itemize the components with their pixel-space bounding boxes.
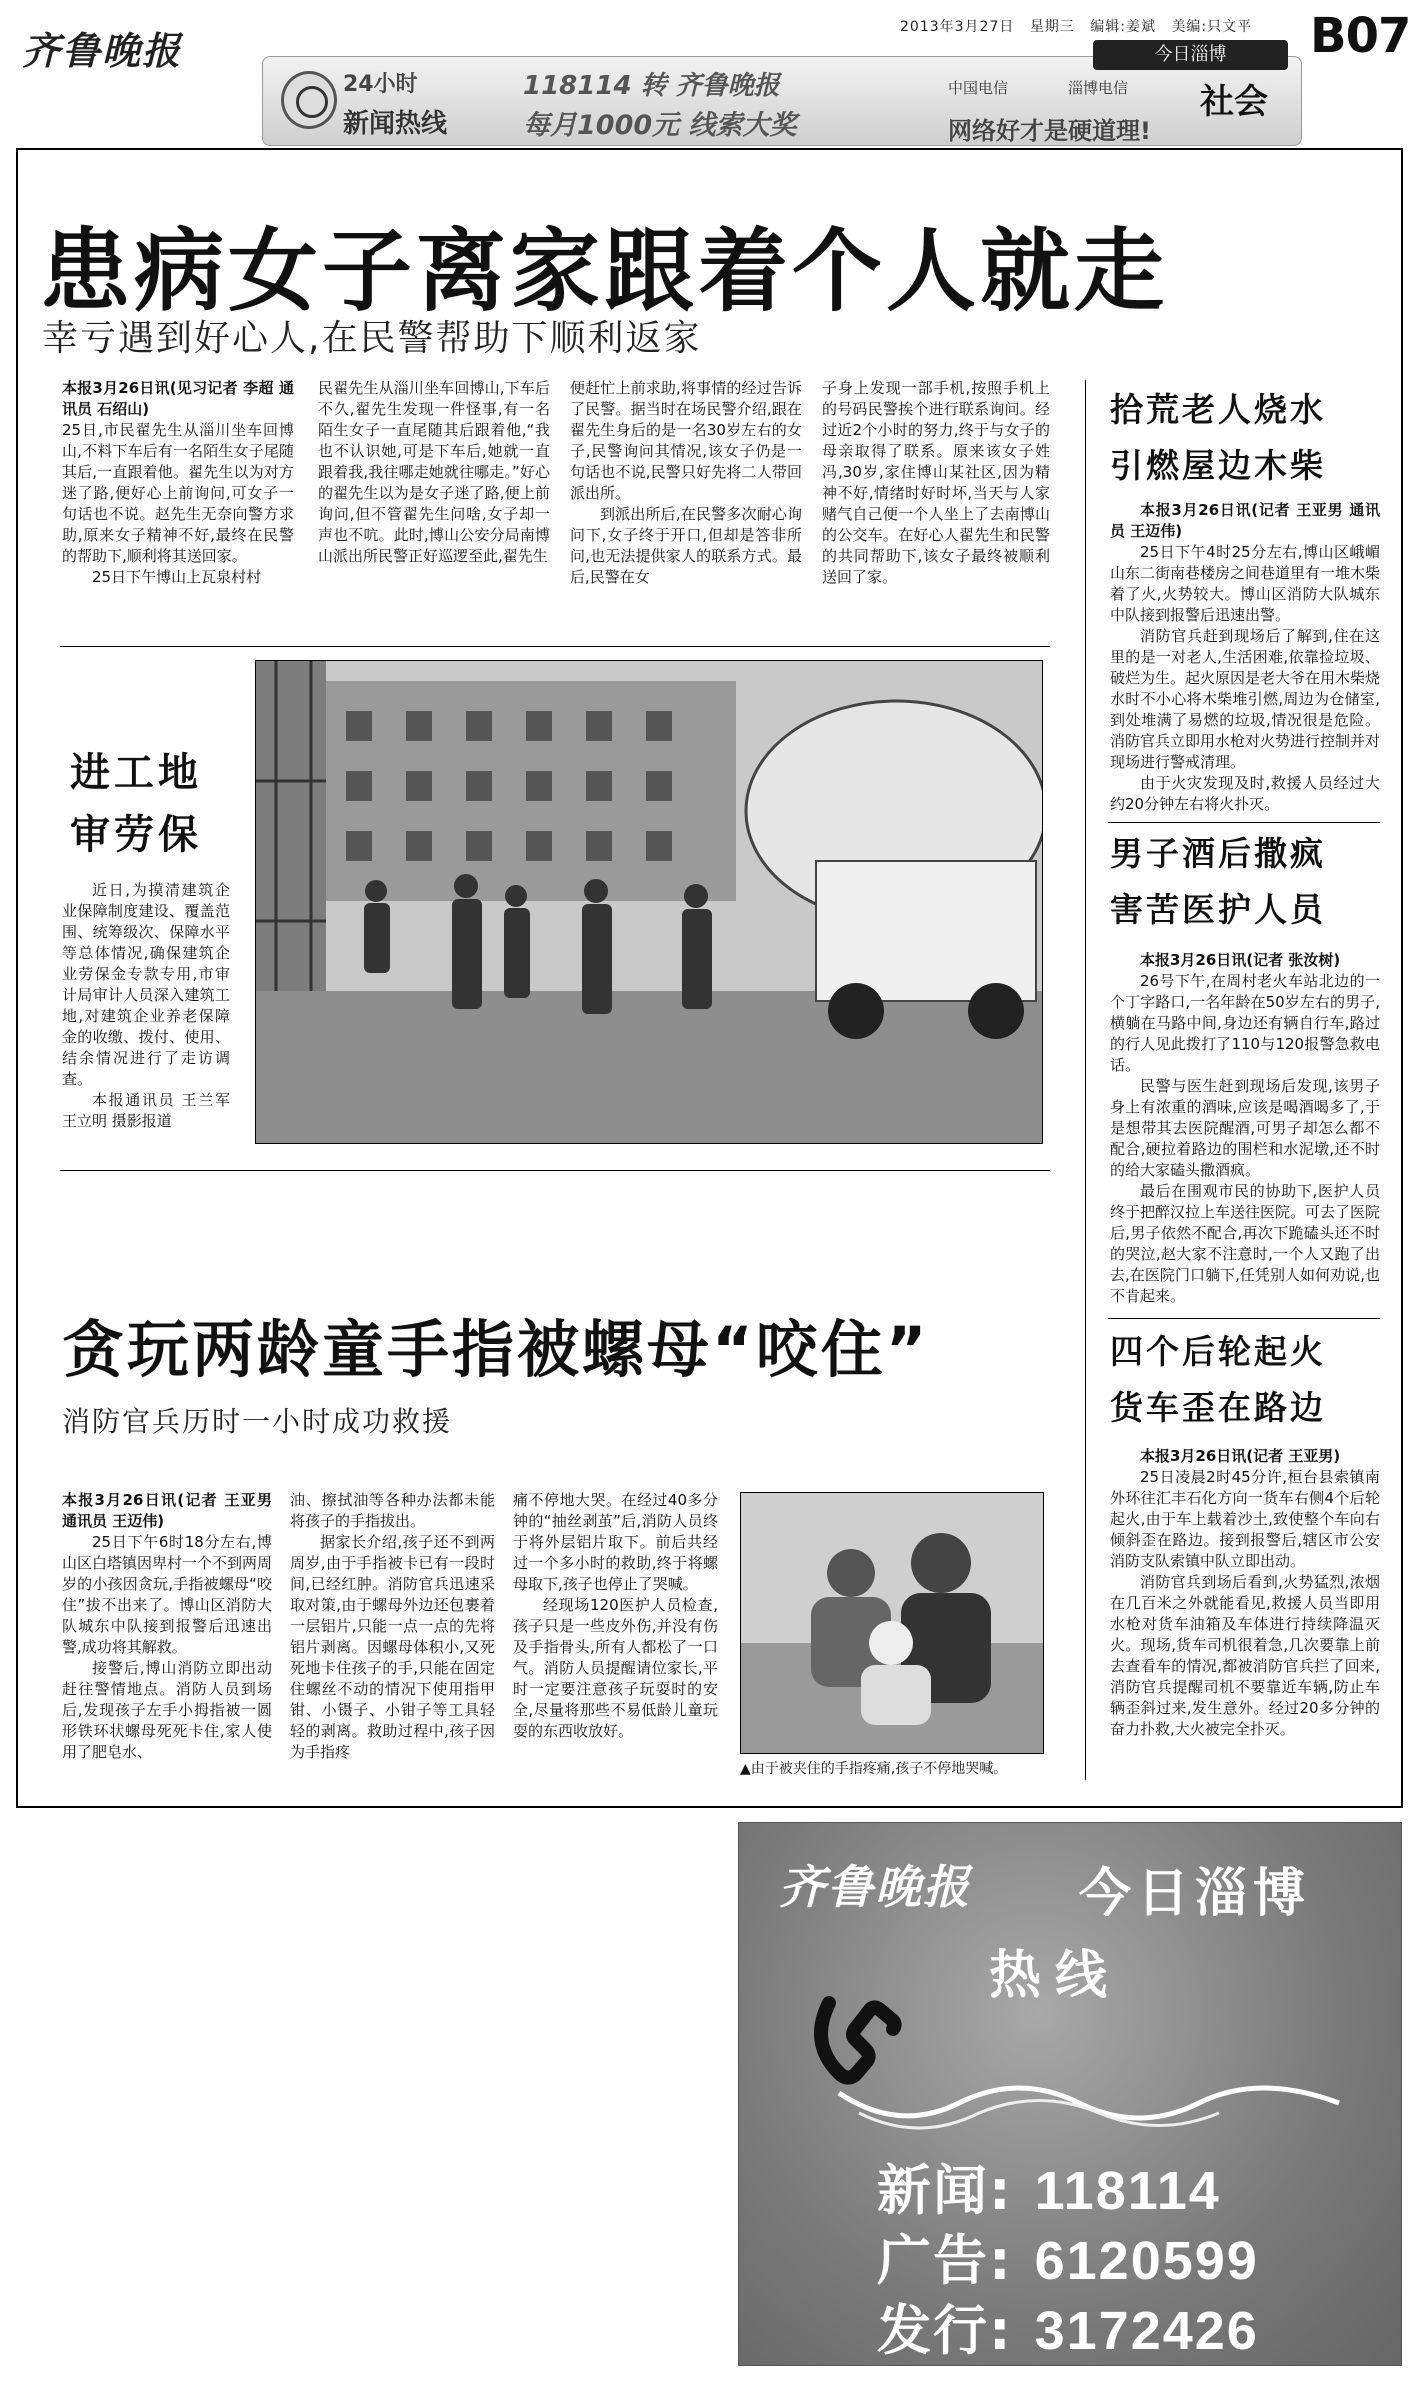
banner-hotline-hours: 24小时	[343, 72, 418, 97]
article1-col3-p2: 到派出所后,在民警多次耐心询问下,女子终于开口,但却是答非所问,也无法提供家人的联系方式。最后,民警在女	[570, 505, 802, 586]
ad-city: 今日淄博	[1079, 1864, 1312, 1924]
box-paragraph: 近日,为摸清建筑企业保障制度建设、覆盖范围、统筹级次、保障水平等总体情况,确保建筑企业劳保金专款专用,市审计局审计人员深入建筑工地,对建筑企业养老保障金的收缴、拨付、使用、结余情况进行了走访调查。	[62, 881, 230, 1088]
side1-p1: 25日下午4时25分左右,博山区峨嵋山东二街南巷楼房之间巷道里有一堆木柴着了火,火势较大。博山区消防大队城东中队接到报警后迅速出警。	[1110, 543, 1381, 624]
masthead-logo: 齐鲁晚报	[22, 28, 183, 73]
construction-site-illustration	[256, 661, 1043, 1144]
side1-title-line2: 引燃屋边木柴	[1110, 446, 1326, 485]
article2-col1	[62, 1490, 272, 1763]
article2-col3-p2: 经现场120医护人员检查,孩子只是一些皮外伤,并没有伤及手指骨头,所有人都松了一口气。消防人员提醒请位家长,平时一定要注意孩子玩耍时的安全,尽量将那些不易低龄儿童玩耍的东西收放好。	[513, 1596, 718, 1740]
article1-subhead: 幸亏遇到好心人,在民警帮助下顺利返家	[42, 318, 702, 359]
side3-byline: 本报3月26日讯(记者 王亚男)	[1140, 1447, 1341, 1465]
ad-distribution-line	[877, 2288, 1259, 2365]
hotline-advertisement	[738, 1822, 1402, 2366]
article2-subhead: 消防官兵历时一小时成功救援	[62, 1405, 453, 1438]
ad-logo: 齐鲁晚报	[779, 1860, 971, 1914]
side2-p1: 26号下午,在周村老火车站北边的一个丁字路口,一名年龄在50岁左右的男子,横躺在马路中间,身边还有辆自行车,路过的行人见此拨打了110与120报警急救电话。	[1110, 972, 1380, 1074]
ad-distribution-number: 3172426	[1034, 2301, 1259, 2361]
article1-byline: 本报3月26日讯(见习记者 李超 通讯员 石绍山)	[62, 379, 294, 418]
article1-col1	[62, 378, 294, 588]
issue-meta	[900, 16, 1262, 36]
side2-p2: 民警与医生赶到现场后发现,该男子身上有浓重的酒味,应该是喝酒喝多了,于是想带其去医院醒酒,可男子却怎么都不配合,硬拉着路边的围栏和水泥墩,还不时的给大家磕头撒酒疯。	[1110, 1077, 1380, 1179]
ad-ads-line	[877, 2218, 1259, 2295]
side2-title-line1: 男子酒后撒疯	[1110, 834, 1326, 873]
article1-col1-p2: 25日下午博山上瓦泉村村	[92, 568, 262, 586]
ad-hotline-label: 热线	[989, 1946, 1122, 2006]
article1-headline: 患病女子离家跟着个人就走	[40, 219, 1168, 324]
box-title-line1: 进工地	[70, 750, 202, 796]
article1-col4-p1: 子身上发现一部手机,按照手机上的号码民警挨个进行联系询问。经过近2个小时的努力,终于与女子的母亲取得了联系。原来该女子姓冯,30岁,家住博山某社区,因为精神不好,情绪时好时坏,当天与人家赌气自己便一个人坐上了去南博山的公交车。在好心人翟先生和民警的共同帮助下,该女子最终被顺利送回了家。	[822, 379, 1050, 586]
article2-col2-p2: 据家长介绍,孩子还不到两周岁,由于手指被卡已有一段时间,已经红肿。消防官兵迅速采取对策,由于螺母外边还包裹着一层铝片,只能一点一点的先将铝片剥离。因螺母体积小,又死死地卡住孩子的手,只能在固定住螺丝不动的情况下使用指甲钳、小镊子、小钳子等工具轻轻的剥离。救助过程中,孩子因为手指疼	[290, 1533, 495, 1761]
article-divider	[60, 1170, 1050, 1171]
side2-title-line2: 害苦医护人员	[1110, 890, 1326, 929]
ad-ads-label: 广告:	[877, 2229, 1013, 2292]
sponsor-telecom: 中国电信	[948, 79, 1009, 97]
box-title-line2: 审劳保	[70, 812, 202, 858]
side3-p1: 25日凌晨2时45分许,桓台县索镇南外环往汇丰石化方向一货车右侧4个后轮起火,由于车上载着沙土,致使整个车向右倾斜歪在路边。接到报警后,辖区市公安消防支队索镇中队立即出动。	[1110, 1468, 1380, 1570]
telephone-handset-icon	[799, 1983, 1359, 2143]
banner-slogan: 网络好才是硬道理!	[948, 117, 1151, 145]
article1-col1-p1: 25日,市民翟先生从淄川坐车回博山,不料下车后有一名陌生女子尾随其后,一直跟着他。翟先生以为对方迷了路,便好心上前询问,可女子一句话也不说。赵先生无奈向警方求助,原来女子精神不好,最终在民警的帮助下,顺利将其送回家。	[62, 421, 294, 565]
issue-date: 2013年3月27日	[900, 19, 1015, 35]
ad-news-label: 新闻:	[877, 2159, 1013, 2222]
side2-byline: 本报3月26日讯(记者 张汝树)	[1140, 951, 1341, 969]
article1-col3-p1: 便赶忙上前求助,将事情的经过告诉了民警。据当时在场民警介绍,跟在翟先生身后的是一名30岁左右的女子,民警询问其情况,该女子仍是一句话也不说,民警只好先将二人带回派出所。	[570, 379, 802, 502]
page-code: B07	[1310, 8, 1411, 64]
column-divider	[1085, 380, 1086, 1780]
side1-p2: 消防官兵赶到现场后了解到,住在这里的是一对老人,生活困难,依靠捡垃圾、破烂为生。起火原因是老大爷在用木柴烧水时不小心将木柴堆引燃,周边为仓储室,到处堆满了易燃的垃圾,情况很是危险。消防官兵立即用水枪对火势进行控制并对现场进行警戒清理。	[1110, 627, 1381, 771]
side3-p2: 消防官兵到场后看到,火势猛烈,浓烟在几百米之外就能看见,救援人员当即用水枪对货车油箱及车体进行持续降温灭火。现场,货车司机很着急,几次要靠上前去查看车的情况,都被消防官兵拦了回来,消防官兵提醒司机不要靠近车辆,防止车辆歪斜过来,发生意外。经过20多分钟的奋力扑救,大火被完全扑灭。	[1110, 1573, 1380, 1738]
ad-news-line	[877, 2148, 1221, 2225]
article2-col2-p1: 油、擦拭油等各种办法都未能将孩子的手指拔出。	[290, 1491, 495, 1530]
side3-body	[1110, 1446, 1380, 1740]
section-tag: 今日淄博	[1093, 40, 1288, 70]
rescue-photo	[740, 1492, 1044, 1754]
article2-col3	[513, 1490, 718, 1742]
side1-p3: 由于火灾发现及时,救援人员经过大约20分钟左右将火扑灭。	[1110, 774, 1380, 813]
side-divider	[1108, 822, 1380, 823]
side-divider	[1108, 1318, 1380, 1319]
side2-title	[1110, 826, 1326, 938]
article2-col1-p1: 25日下午6时18分左右,博山区白塔镇因卑村一个不到两周岁的小孩因贪玩,手指被螺母“咬住”拔不出来了。博山区消防大队城东中队接到报警后迅速出警,成功将其解救。	[62, 1533, 273, 1656]
side2-body	[1110, 950, 1380, 1307]
article1-col2-p1: 民翟先生从淄川坐车回博山,下车后不久,翟先生发现一件怪事,有一名陌生女子一直尾随其后跟着他,“我也不认识她,可是下车后,她就一直跟着我,我往哪走她就往哪走。”好心的翟先生以为是女子迷了路,便上前询问,但不管翟先生问啥,女子却一声也不吭。此时,博山公安分局南博山派出所民警正好巡逻至此,翟先生	[318, 379, 550, 565]
side3-title-line2: 货车歪在路边	[1110, 1388, 1326, 1427]
side3-title-line1: 四个后轮起火	[1110, 1332, 1326, 1371]
photo-caption: ▲由于被夹住的手指疼痛,孩子不停地哭喊。	[740, 1761, 1008, 1777]
article2-col2	[290, 1490, 495, 1763]
side1-byline: 本报3月26日讯(记者 王亚男 通讯员 王迈伟)	[1110, 501, 1380, 540]
section-name: 社会	[1200, 82, 1268, 122]
ad-distribution-label: 发行:	[877, 2299, 1013, 2362]
article2-col1-p2: 接警后,博山消防立即出动赶往警情地点。消防人员到场后,发现孩子左手小拇指被一圆形铁环状螺母死死卡住,家人使用了肥皂水、	[62, 1659, 272, 1761]
editor-credit: 编辑:姜斌	[1090, 19, 1156, 35]
ad-ads-number: 6120599	[1034, 2231, 1259, 2291]
side2-p3: 最后在围观市民的协助下,医护人员终于把醉汉拉上车送往医院。可去了医院后,男子依然不配合,再次下跪磕头还不时的哭泣,赵大家不注意时,一个人又跑了出去,在医院门口躺下,任凭别人如何劝说,也不肯起来。	[1110, 1182, 1381, 1305]
rescue-photo-illustration	[741, 1493, 1044, 1754]
article2-byline: 本报3月26日讯(记者 王亚男 通讯员 王迈伟)	[62, 1491, 272, 1530]
banner-hotline-label: 新闻热线	[343, 109, 448, 139]
box-body	[62, 880, 230, 1132]
box-title	[70, 742, 202, 866]
side3-title	[1110, 1324, 1326, 1436]
designer-credit: 美编:只文平	[1171, 19, 1253, 35]
box-credit: 本报通讯员 王兰军 王立明 摄影报道	[62, 1091, 230, 1130]
article1-col2	[318, 378, 550, 567]
banner-number: 118114 转 齐鲁晚报	[523, 71, 780, 101]
side1-body	[1110, 500, 1380, 815]
issue-weekday: 星期三	[1029, 19, 1075, 35]
construction-site-photo	[255, 660, 1043, 1144]
article2-col3-p1: 痛不停地大哭。在经过40多分钟的“抽丝剥茧”后,消防人员终于将外层铝片取下。前后共经过一个多小时的救助,终于将螺母取下,孩子也停止了哭喊。	[513, 1491, 718, 1593]
article-divider	[60, 646, 1050, 647]
sponsor-zibo-telecom: 淄博电信	[1068, 79, 1129, 97]
ad-news-number: 118114	[1034, 2161, 1221, 2221]
side1-title	[1110, 382, 1326, 494]
article2-headline: 贪玩两龄童手指被螺母“咬住”	[62, 1313, 930, 1386]
article1-col4	[822, 378, 1050, 588]
banner-prize: 每月1000元 线索大奖	[523, 110, 797, 141]
article1-col3	[570, 378, 802, 588]
rotary-phone-icon	[281, 71, 337, 129]
side1-title-line1: 拾荒老人烧水	[1110, 390, 1326, 429]
